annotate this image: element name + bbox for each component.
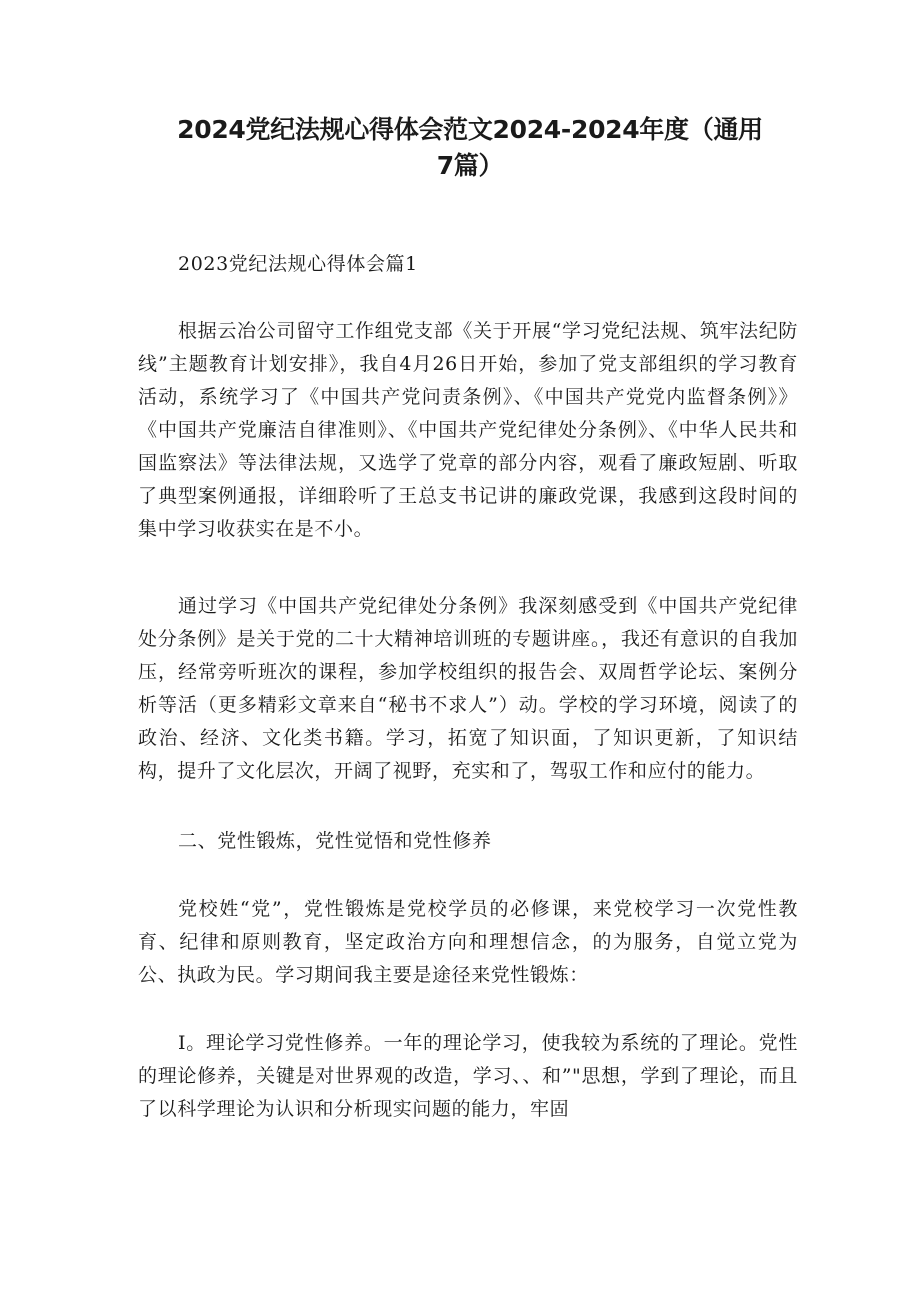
section-heading-1: 2023党纪法规心得体会篇1 (178, 253, 418, 275)
paragraph-1: 根据云冶公司留守工作组党支部《关于开展“学习党纪法规、筑牢法纪防线”主题教育计划安排》，我自4月26日开始，参加了党支部组织的学习教育活动，系统学习了《中国共产党问责条例》、《中国共产党党内监督条例》》《中国共产党廉洁自律准则》、《中国共产党纪律处分条例》、《中华人民共和国监察法》等法律法规，又选学了党章的部分内容，观看了廉政短剧、听取了典型案例通报，详细聆听了王总支书记讲的廉政党课，我感到这段时间的集中学习收获实在是不小。 (138, 320, 798, 540)
paragraph-4: I。理论学习党性修养。一年的理论学习，使我较为系统的了理论。党性的理论修养，关键是对世界观的改造，学习、、和”"思想，学到了理论，而且了以科学理论为认识和分析现实问题的能力，牢固 (138, 1032, 798, 1120)
section-heading-2: 二、党性锻炼，党性觉悟和党性修养 (178, 830, 492, 852)
paragraph-3: 党校姓“党”，党性锻炼是党校学员的必修课，来党校学习一次党性教育、纪律和原则教育，坚定政治方向和理想信念，的为服务，自觉立党为公、执政为民。学习期间我主要是途径来党性锻炼： (138, 898, 798, 986)
paragraph-2: 通过学习《中国共产党纪律处分条例》我深刻感受到《中国共产党纪律处分条例》是关于党的二十大精神培训班的专题讲座。，我还有意识的自我加压，经常旁听班次的课程，参加学校组织的报告会、双周哲学论坛、案例分析等活（更多精彩文章来自“秘书不求人”）动。学校的学习环境，阅读了的政治、经济、文化类书籍。学习，拓宽了知识面，了知识更新，了知识结构，提升了文化层次，开阔了视野，充实和了，驾驭工作和应付的能力。 (138, 595, 798, 782)
document-title: 2024党纪法规心得体会范文2024-2024年度（通用7篇） (177, 115, 763, 180)
